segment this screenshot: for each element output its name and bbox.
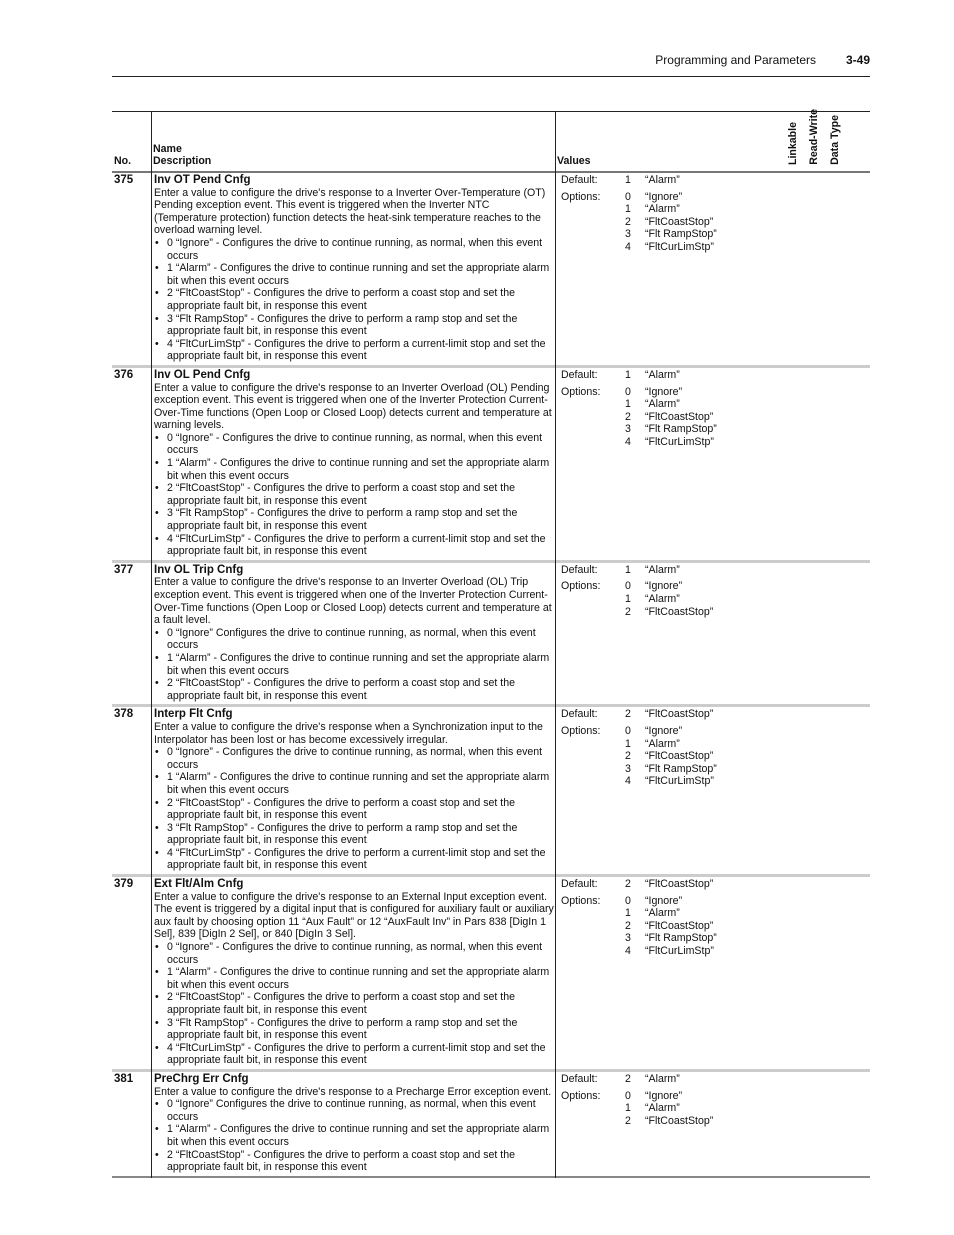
parameter-values-cell <box>557 563 793 705</box>
parameter-flags-cell <box>793 173 870 365</box>
parameter-number: 379 <box>114 878 134 891</box>
option-number: 1 <box>625 1102 631 1115</box>
options-list <box>561 191 793 254</box>
option-bullet-list <box>154 1098 555 1174</box>
option-row <box>561 593 793 606</box>
option-text: “FltCoastStop” <box>645 215 714 228</box>
option-text: “Ignore” <box>645 190 683 203</box>
option-text: “Alarm” <box>645 737 680 750</box>
table-row <box>112 563 870 708</box>
options-list <box>561 386 793 449</box>
parameter-description-cell <box>152 563 557 705</box>
options-label <box>561 907 625 920</box>
option-number: 4 <box>625 945 631 958</box>
option-number: 2 <box>625 750 631 763</box>
option-text: “FltCoastStop” <box>645 410 714 423</box>
option-bullet: • 3 “Flt RampStop” - Configures the drive to perform a ramp stop and set the appropriate fault bit, in response this event <box>154 313 555 338</box>
options-label: Options: <box>561 580 601 593</box>
column-header-data-type: Data Type <box>829 115 841 165</box>
default-text: “Alarm” <box>645 1072 680 1085</box>
parameter-flags-cell <box>793 368 870 560</box>
parameter-values-cell <box>557 1072 793 1176</box>
option-bullet: • 4 “FltCurLimStp” - Configures the drive to perform a current-limit stop and set the appropriate fault bit, in response this event <box>154 1042 555 1067</box>
page-number: 3-49 <box>845 53 870 67</box>
parameter-description-cell <box>152 173 557 365</box>
option-row <box>561 411 793 424</box>
column-header-linkable: Linkable <box>787 122 799 165</box>
default-number: 2 <box>625 1072 631 1085</box>
options-label <box>561 423 625 436</box>
option-row <box>561 945 793 958</box>
option-number: 1 <box>625 593 631 605</box>
option-row <box>561 750 793 763</box>
default-number: 1 <box>625 563 631 576</box>
option-number: 0 <box>625 190 631 203</box>
parameter-number: 377 <box>114 563 134 576</box>
option-number: 3 <box>625 932 631 945</box>
parameter-description: Enter a value to configure the drive's response when a Synchronization input to the Interpolator has been lost or has become excessively irregular. <box>154 720 543 746</box>
options-label <box>561 593 625 606</box>
option-bullet: • 0 “Ignore” Configures the drive to continue running, as normal, when this event occurs <box>154 1098 555 1123</box>
option-bullet: • 1 “Alarm” - Configures the drive to continue running and set the appropriate alarm bit when this event occurs <box>154 457 555 482</box>
options-label: Options: <box>561 1089 601 1102</box>
default-label: Default: <box>561 174 598 186</box>
option-row <box>561 228 793 241</box>
option-row <box>561 932 793 945</box>
option-row <box>561 1102 793 1115</box>
parameter-name: Inv OT Pend Cnfg <box>154 174 251 186</box>
default-number: 2 <box>625 878 631 891</box>
parameter-description: Enter a value to configure the drive's response to a Precharge Error exception event. <box>154 1085 552 1098</box>
options-label <box>561 398 625 411</box>
options-label <box>561 932 625 945</box>
options-label <box>561 1115 625 1128</box>
option-number: 0 <box>625 1089 631 1102</box>
option-text: “Flt RampStop” <box>645 228 717 241</box>
option-bullet: • 2 “FltCoastStop” - Configures the drive to perform a coast stop and set the appropriate fault bit, in response this event <box>154 797 555 822</box>
option-text: “FltCurLimStp” <box>645 240 714 253</box>
table-header <box>112 109 870 173</box>
option-row <box>561 436 793 449</box>
option-row <box>561 895 793 908</box>
default-number: 1 <box>625 368 631 381</box>
option-number: 2 <box>625 1114 631 1127</box>
options-label: Options: <box>561 385 601 398</box>
parameter-table <box>112 111 870 1178</box>
table-row <box>112 707 870 877</box>
parameter-description-cell <box>152 877 557 1069</box>
column-header-read-write: Read-Write <box>808 109 820 165</box>
default-text: “Alarm” <box>645 174 680 186</box>
options-label: Options: <box>561 724 601 737</box>
option-bullet: • 3 “Flt RampStop” - Configures the drive to perform a ramp stop and set the appropriate fault bit, in response this event <box>154 1017 555 1042</box>
options-label <box>561 436 625 449</box>
option-text: “FltCurLimStp” <box>645 775 714 788</box>
parameter-flags-cell <box>793 877 870 1069</box>
parameter-description: Enter a value to configure the drive's response to a Inverter Over-Temperature (OT) Pending exception event. This event is triggered when the Inverter NTC (Temperature protection) function detects the heat-sink temperature reaches to the overload warning level. <box>154 186 546 237</box>
option-text: “Ignore” <box>645 1089 683 1102</box>
option-number: 4 <box>625 240 631 253</box>
option-text: “Alarm” <box>645 203 680 216</box>
option-number: 1 <box>625 203 631 216</box>
option-row <box>561 191 793 204</box>
option-bullet: • 2 “FltCoastStop” - Configures the drive to perform a coast stop and set the appropriate fault bit, in response this event <box>154 677 555 702</box>
parameter-flags-cell <box>793 707 870 874</box>
parameter-name: Inv OL Pend Cnfg <box>154 368 251 381</box>
options-label <box>561 241 625 254</box>
option-row <box>561 907 793 920</box>
option-bullet: • 1 “Alarm” - Configures the drive to continue running and set the appropriate alarm bit when this event occurs <box>154 262 555 287</box>
column-divider-description <box>555 112 556 1178</box>
option-bullet: • 2 “FltCoastStop” - Configures the drive to perform a coast stop and set the appropriate fault bit, in response this event <box>154 991 555 1016</box>
parameter-values-cell <box>557 877 793 1069</box>
default-label: Default: <box>561 708 598 721</box>
option-number: 3 <box>625 423 631 436</box>
option-bullet: • 0 “Ignore” - Configures the drive to continue running, as normal, when this event occurs <box>154 237 555 262</box>
option-number: 1 <box>625 907 631 920</box>
option-text: “Flt RampStop” <box>645 932 717 945</box>
parameter-flags-cell <box>793 1072 870 1176</box>
default-value-row <box>561 174 793 187</box>
parameter-description: Enter a value to configure the drive's response to an Inverter Overload (OL) Trip exception event. This event is triggered when one of the Inverter Protection Current-Over-Time functions (Open Loop or Closed Loop) detects current and temperature at a fault level. <box>154 576 552 627</box>
parameter-name: Ext Flt/Alm Cnfg <box>154 878 244 891</box>
option-row <box>561 775 793 788</box>
parameter-name: Inv OL Trip Cnfg <box>154 563 244 576</box>
default-value-row <box>561 369 793 382</box>
parameter-values-cell <box>557 707 793 874</box>
option-bullet-list <box>154 432 555 558</box>
option-bullet: • 0 “Ignore” Configures the drive to continue running, as normal, when this event occurs <box>154 627 555 652</box>
default-text: “FltCoastStop” <box>645 708 714 721</box>
column-header-name-label: Name <box>153 142 182 155</box>
option-number: 4 <box>625 775 631 788</box>
column-header-name <box>153 143 211 168</box>
option-number: 3 <box>625 228 631 241</box>
option-number: 3 <box>625 762 631 775</box>
parameter-number: 376 <box>114 368 134 381</box>
option-number: 2 <box>625 919 631 932</box>
parameter-flags-cell <box>793 563 870 705</box>
option-text: “FltCoastStop” <box>645 750 714 763</box>
option-bullet: • 1 “Alarm” - Configures the drive to continue running and set the appropriate alarm bit when this event occurs <box>154 966 555 991</box>
options-label <box>561 920 625 933</box>
option-row <box>561 725 793 738</box>
parameter-number: 375 <box>114 174 134 186</box>
option-row <box>561 241 793 254</box>
parameter-name: Interp Flt Cnfg <box>154 708 233 721</box>
option-text: “FltCurLimStp” <box>645 435 714 448</box>
options-label <box>561 606 625 619</box>
option-row <box>561 738 793 751</box>
options-label <box>561 203 625 216</box>
option-text: “FltCoastStop” <box>645 605 714 618</box>
option-bullet: • 0 “Ignore” - Configures the drive to continue running, as normal, when this event occurs <box>154 941 555 966</box>
option-bullet: • 3 “Flt RampStop” - Configures the drive to perform a ramp stop and set the appropriate fault bit, in response this event <box>154 822 555 847</box>
option-row <box>561 203 793 216</box>
page-header <box>112 52 870 77</box>
table-row <box>112 173 870 368</box>
column-divider-no <box>151 112 152 1178</box>
option-number: 2 <box>625 215 631 228</box>
options-label <box>561 750 625 763</box>
option-bullet: • 3 “Flt RampStop” - Configures the drive to perform a ramp stop and set the appropriate fault bit, in response this event <box>154 507 555 532</box>
option-text: “Ignore” <box>645 724 683 737</box>
option-row <box>561 763 793 776</box>
option-bullet: • 4 “FltCurLimStp” - Configures the drive to perform a current-limit stop and set the appropriate fault bit, in response this event <box>154 533 555 558</box>
parameter-name: PreChrg Err Cnfg <box>154 1072 249 1085</box>
default-label: Default: <box>561 1072 598 1085</box>
option-bullet: • 2 “FltCoastStop” - Configures the drive to perform a coast stop and set the appropriate fault bit, in response this event <box>154 1149 555 1174</box>
option-text: “Alarm” <box>645 593 680 605</box>
default-label: Default: <box>561 878 598 891</box>
option-row <box>561 386 793 399</box>
default-value-row <box>561 564 793 577</box>
table-row <box>112 877 870 1072</box>
default-number: 1 <box>625 174 631 186</box>
parameter-number: 378 <box>114 708 134 721</box>
options-list <box>561 1090 793 1128</box>
option-number: 2 <box>625 605 631 618</box>
option-row <box>561 423 793 436</box>
option-text: “Ignore” <box>645 580 683 593</box>
options-list <box>561 580 793 618</box>
default-label: Default: <box>561 368 598 381</box>
option-bullet: • 1 “Alarm” - Configures the drive to continue running and set the appropriate alarm bit when this event occurs <box>154 652 555 677</box>
option-number: 2 <box>625 410 631 423</box>
option-text: “FltCurLimStp” <box>645 945 714 958</box>
option-number: 0 <box>625 894 631 907</box>
parameter-values-cell <box>557 173 793 365</box>
default-value-row <box>561 878 793 891</box>
option-number: 0 <box>625 724 631 737</box>
option-row <box>561 606 793 619</box>
default-text: “FltCoastStop” <box>645 878 714 891</box>
option-row <box>561 216 793 229</box>
options-label <box>561 738 625 751</box>
default-text: “Alarm” <box>645 368 680 381</box>
option-row <box>561 398 793 411</box>
options-label <box>561 775 625 788</box>
option-bullet: • 4 “FltCurLimStp” - Configures the drive to perform a current-limit stop and set the appropriate fault bit, in response this event <box>154 338 555 363</box>
options-label: Options: <box>561 894 601 907</box>
option-bullet: • 1 “Alarm” - Configures the drive to continue running and set the appropriate alarm bit when this event occurs <box>154 1123 555 1148</box>
default-value-row <box>561 708 793 721</box>
option-bullet: • 2 “FltCoastStop” - Configures the drive to perform a coast stop and set the appropriate fault bit, in response this event <box>154 482 555 507</box>
options-list <box>561 725 793 788</box>
parameter-description: Enter a value to configure the drive's response to an External Input exception event. The event is triggered by a digital input that is configured for auxiliary fault or auxiliary aux fault by choosing option 11 “Aux Fault” or 12 “AuxFault Inv” in Pars 838 [DigIn 1 Sel], 839 [DigIn 2 Sel], or 840 [DigIn 3 Sel]. <box>154 890 554 941</box>
option-bullet: • 4 “FltCurLimStp” - Configures the drive to perform a current-limit stop and set the appropriate fault bit, in response this event <box>154 847 555 872</box>
options-label <box>561 945 625 958</box>
parameter-description: Enter a value to configure the drive's response to an Inverter Overload (OL) Pending exception event. This event is triggered when one of the Inverter Protection Current-Over-Time functions (Open Loop or Closed Loop) detects current and temperature at warning levels. <box>154 381 552 432</box>
option-bullet: • 0 “Ignore” - Configures the drive to continue running, as normal, when this event occurs <box>154 432 555 457</box>
parameter-number: 381 <box>114 1072 134 1085</box>
option-row <box>561 920 793 933</box>
option-number: 0 <box>625 580 631 593</box>
options-label <box>561 411 625 424</box>
default-text: “Alarm” <box>645 563 680 576</box>
option-text: “Flt RampStop” <box>645 423 717 436</box>
option-bullet: • 1 “Alarm” - Configures the drive to continue running and set the appropriate alarm bit when this event occurs <box>154 771 555 796</box>
option-bullet: • 0 “Ignore” - Configures the drive to continue running, as normal, when this event occurs <box>154 746 555 771</box>
option-row <box>561 1115 793 1128</box>
option-text: “Ignore” <box>645 385 683 398</box>
column-header-values: Values <box>557 155 591 168</box>
parameter-values-cell <box>557 368 793 560</box>
table-row <box>112 368 870 563</box>
option-text: “Ignore” <box>645 894 683 907</box>
option-number: 1 <box>625 737 631 750</box>
option-bullet-list <box>154 237 555 363</box>
options-label <box>561 763 625 776</box>
option-bullet-list <box>154 941 555 1067</box>
option-number: 4 <box>625 435 631 448</box>
parameter-description-cell <box>152 368 557 560</box>
option-text: “FltCoastStop” <box>645 919 714 932</box>
option-bullet-list <box>154 627 555 703</box>
table-body <box>112 173 870 1178</box>
table-row <box>112 1072 870 1178</box>
default-value-row <box>561 1073 793 1086</box>
option-row <box>561 1090 793 1103</box>
column-header-no: No. <box>114 155 132 168</box>
option-bullet: • 2 “FltCoastStop” - Configures the drive to perform a coast stop and set the appropriate fault bit, in response this event <box>154 287 555 312</box>
option-row <box>561 580 793 593</box>
options-label <box>561 216 625 229</box>
section-title: Programming and Parameters <box>655 53 816 67</box>
default-number: 2 <box>625 708 631 721</box>
option-bullet-list <box>154 746 555 872</box>
options-label <box>561 1102 625 1115</box>
option-text: “Alarm” <box>645 398 680 411</box>
option-text: “Flt RampStop” <box>645 762 717 775</box>
option-text: “FltCoastStop” <box>645 1114 714 1127</box>
option-number: 1 <box>625 398 631 411</box>
default-label: Default: <box>561 563 598 576</box>
option-text: “Alarm” <box>645 1102 680 1115</box>
option-text: “Alarm” <box>645 907 680 920</box>
column-header-description-label: Description <box>153 155 212 168</box>
options-label: Options: <box>561 190 601 203</box>
parameter-description-cell <box>152 707 557 874</box>
option-number: 0 <box>625 385 631 398</box>
parameter-description-cell <box>152 1072 557 1176</box>
options-list <box>561 895 793 958</box>
options-label <box>561 228 625 241</box>
